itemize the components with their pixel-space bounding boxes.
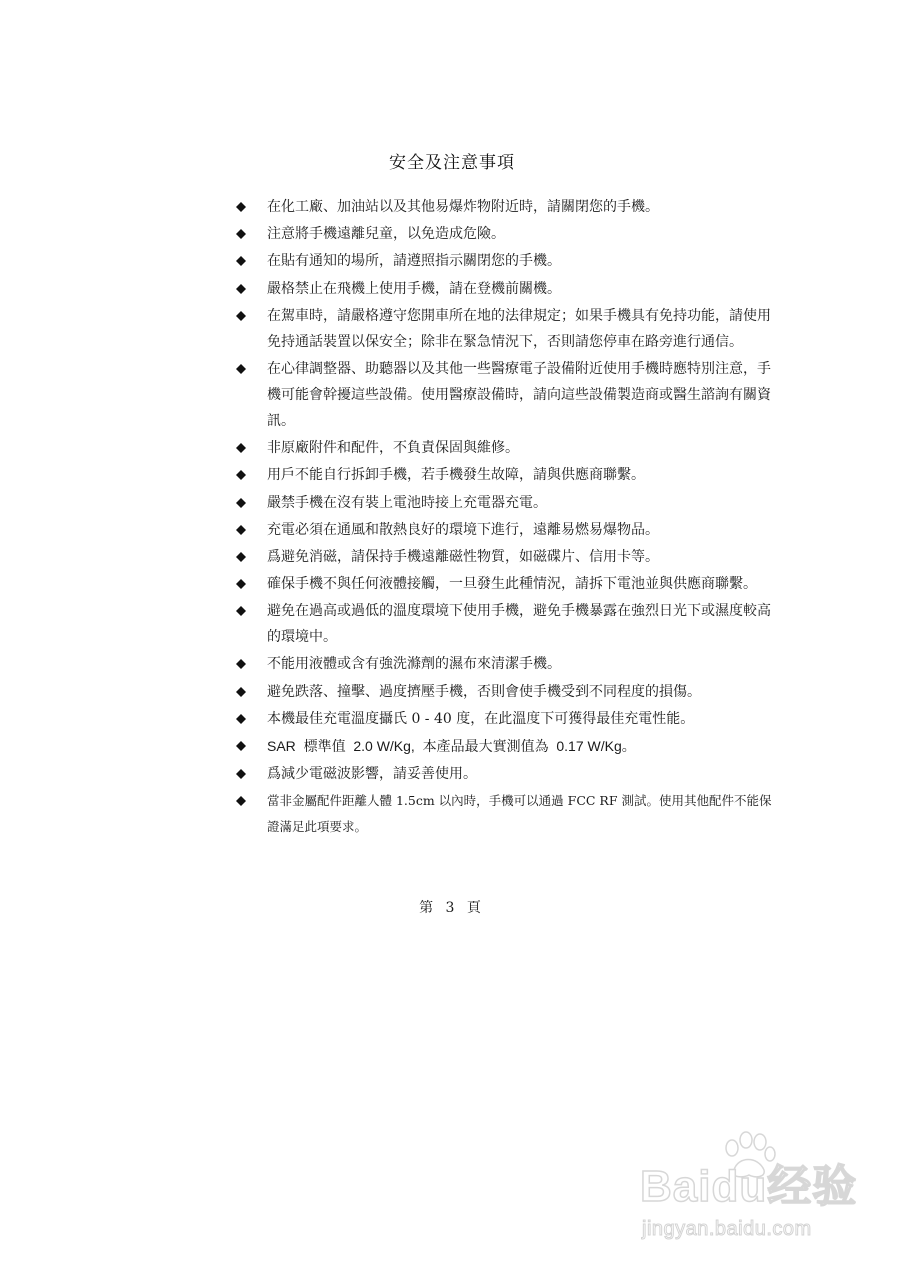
item-text: 非原廠附件和配件，不負責保固與維修。 bbox=[267, 440, 519, 457]
item-text: 充電必須在通風和散熱良好的環境下進行，遠離易燃易爆物品。 bbox=[267, 521, 659, 538]
item-text: 爲避免消磁，請保持手機遠離磁性物質，如磁碟片、信用卡等。 bbox=[267, 548, 659, 565]
item-text: 在心律調整器、助聽器以及其他一些醫療電子設備附近使用手機時應特別注意，手機可能會幹擾這些設備。使用醫療設備時，請向這些設備製造商或醫生諮詢有關資訊。 bbox=[267, 360, 771, 429]
page-number: 第 3 頁 bbox=[419, 900, 485, 916]
item-text: SAR 標準值 2.0 W/Kg, 本產品最大實測值為 0.17 W/Kg。 bbox=[267, 738, 636, 754]
diamond-bullet-icon bbox=[236, 364, 246, 374]
list-item bbox=[236, 679, 781, 705]
list-item bbox=[236, 544, 781, 570]
watermark-logo-text: Baidu经验 bbox=[640, 1162, 858, 1211]
item-text: 避免跌落、撞擊、過度擠壓手機，否則會使手機受到不同程度的損傷。 bbox=[267, 683, 701, 700]
diamond-bullet-icon bbox=[236, 443, 246, 453]
diamond-bullet-icon bbox=[236, 741, 246, 751]
list-item bbox=[236, 571, 781, 597]
list-item bbox=[236, 761, 781, 787]
diamond-bullet-icon bbox=[236, 498, 246, 508]
list-item bbox=[236, 435, 781, 461]
diamond-bullet-icon bbox=[236, 552, 246, 562]
page-title: 安全及注意事項 bbox=[389, 153, 515, 173]
diamond-bullet-icon bbox=[236, 311, 246, 321]
baidu-watermark bbox=[640, 1130, 870, 1260]
list-item bbox=[236, 248, 781, 274]
list-item bbox=[236, 651, 781, 677]
list-item bbox=[236, 706, 781, 732]
list-item bbox=[236, 221, 781, 247]
diamond-bullet-icon bbox=[236, 256, 246, 266]
list-item bbox=[236, 788, 781, 840]
item-text: 在化工廠、加油站以及其他易爆炸物附近時，請關閉您的手機。 bbox=[267, 199, 659, 215]
list-item bbox=[236, 356, 781, 434]
safety-list bbox=[236, 194, 781, 842]
item-text: 本機最佳充電溫度攝氏 0 - 40 度，在此溫度下可獲得最佳充電性能。 bbox=[267, 710, 695, 727]
diamond-bullet-icon bbox=[236, 659, 246, 669]
item-text: 注意將手機遠離兒童，以免造成危險。 bbox=[267, 226, 505, 243]
item-text: 確保手機不與任何液體接觸，一旦發生此種情況，請拆下電池並與供應商聯繫。 bbox=[267, 576, 757, 593]
list-item bbox=[236, 490, 781, 516]
diamond-bullet-icon bbox=[236, 769, 246, 779]
diamond-bullet-icon bbox=[236, 284, 246, 294]
list-item bbox=[236, 517, 781, 543]
diamond-bullet-icon bbox=[236, 202, 246, 212]
item-text: 當非金屬配件距離人體 1.5cm 以內時，手機可以通過 FCC RF 測試。使用其他配件不能保證滿足此項要求。 bbox=[267, 793, 772, 835]
diamond-bullet-icon bbox=[236, 229, 246, 239]
list-item bbox=[236, 733, 781, 760]
diamond-bullet-icon bbox=[236, 606, 246, 616]
watermark-url: jingyan.baidu.com bbox=[642, 1218, 812, 1240]
list-item bbox=[236, 276, 781, 302]
diamond-bullet-icon bbox=[236, 470, 246, 480]
diamond-bullet-icon bbox=[236, 525, 246, 535]
list-item bbox=[236, 303, 781, 355]
diamond-bullet-icon bbox=[236, 579, 246, 589]
item-text: 避免在過高或過低的溫度環境下使用手機，避免手機暴露在強烈日光下或濕度較高的環境中。 bbox=[267, 603, 771, 646]
item-text: 嚴禁手機在沒有裝上電池時接上充電器充電。 bbox=[267, 494, 547, 511]
diamond-bullet-icon bbox=[236, 687, 246, 697]
diamond-bullet-icon bbox=[236, 714, 246, 724]
list-item bbox=[236, 462, 781, 488]
item-text: 在貼有通知的場所，請遵照指示關閉您的手機。 bbox=[267, 253, 561, 270]
item-text: 不能用液體或含有強洗滌劑的濕布來清潔手機。 bbox=[267, 656, 561, 673]
list-item bbox=[236, 598, 781, 650]
item-text: 在駕車時，請嚴格遵守您開車所在地的法律規定；如果手機具有免持功能，請使用免持通話裝置以保安全；除非在緊急情況下，否則請您停車在路旁進行通信。 bbox=[267, 307, 771, 350]
item-text: 爲減少電磁波影響，請妥善使用。 bbox=[267, 766, 477, 783]
diamond-bullet-icon bbox=[236, 796, 246, 806]
item-text: 用戶不能自行拆卸手機，若手機發生故障，請與供應商聯繫。 bbox=[267, 467, 645, 484]
list-item bbox=[236, 194, 781, 220]
item-text: 嚴格禁止在飛機上使用手機，請在登機前關機。 bbox=[267, 280, 561, 297]
